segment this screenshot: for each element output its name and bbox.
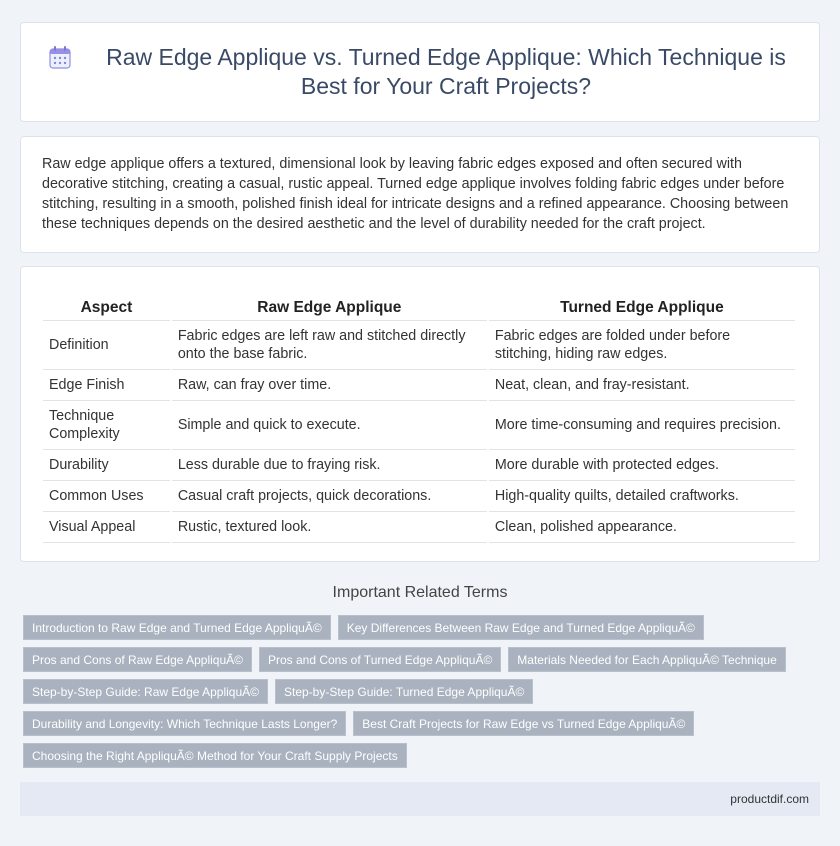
- related-term-link[interactable]: Choosing the Right AppliquÃ© Method for Your Craft Supply Projects: [23, 743, 407, 768]
- row-turned-edge: Neat, clean, and fray-resistant.: [489, 370, 795, 401]
- row-turned-edge: Clean, polished appearance.: [489, 512, 795, 543]
- intro-card: [20, 136, 820, 253]
- table-header-row: [43, 291, 795, 321]
- table-row: [43, 370, 795, 401]
- footer-site-link[interactable]: productdif.com: [730, 792, 809, 806]
- row-raw-edge: Simple and quick to execute.: [172, 401, 487, 450]
- row-raw-edge: Casual craft projects, quick decorations.: [172, 481, 487, 512]
- row-turned-edge: Fabric edges are folded under before stitching, hiding raw edges.: [489, 321, 795, 370]
- related-terms-list: [23, 615, 803, 775]
- related-term-link[interactable]: Introduction to Raw Edge and Turned Edge AppliquÃ©: [23, 615, 331, 640]
- table-row: [43, 512, 795, 543]
- row-turned-edge: More time-consuming and requires precision.: [489, 401, 795, 450]
- row-turned-edge: High-quality quilts, detailed craftworks.: [489, 481, 795, 512]
- table-row: [43, 450, 795, 481]
- row-raw-edge: Fabric edges are left raw and stitched directly onto the base fabric.: [172, 321, 487, 370]
- row-raw-edge: Less durable due to fraying risk.: [172, 450, 487, 481]
- intro-paragraph: Raw edge applique offers a textured, dimensional look by leaving fabric edges exposed and often secured with decorative stitching, creating a casual, rustic appeal. Turned edge applique involves folding fabric edges under before stitching, resulting in a smooth, polished finish ideal for intricate designs and a refined appearance. Choosing between these techniques depends on the desired aesthetic and the level of durability needed for the craft project.: [42, 156, 789, 232]
- comparison-card: [20, 266, 820, 562]
- row-aspect: Technique Complexity: [43, 401, 170, 450]
- title-card: [20, 22, 820, 122]
- row-raw-edge: Raw, can fray over time.: [172, 370, 487, 401]
- calendar-icon: [45, 43, 75, 73]
- comparison-table: [41, 291, 797, 543]
- table-row: [43, 401, 795, 450]
- header-aspect: Aspect: [43, 291, 170, 321]
- header-turned-edge: Turned Edge Applique: [489, 291, 795, 321]
- row-aspect: Definition: [43, 321, 170, 370]
- related-term-link[interactable]: Materials Needed for Each AppliquÃ© Technique: [508, 647, 785, 672]
- related-term-link[interactable]: Pros and Cons of Turned Edge AppliquÃ©: [259, 647, 501, 672]
- related-term-link[interactable]: Step-by-Step Guide: Turned Edge AppliquÃ©: [275, 679, 533, 704]
- related-term-link[interactable]: Pros and Cons of Raw Edge AppliquÃ©: [23, 647, 252, 672]
- row-raw-edge: Rustic, textured look.: [172, 512, 487, 543]
- related-term-link[interactable]: Best Craft Projects for Raw Edge vs Turned Edge AppliquÃ©: [353, 711, 694, 736]
- row-turned-edge: More durable with protected edges.: [489, 450, 795, 481]
- row-aspect: Visual Appeal: [43, 512, 170, 543]
- related-term-link[interactable]: Durability and Longevity: Which Technique Lasts Longer?: [23, 711, 346, 736]
- page-title: Raw Edge Applique vs. Turned Edge Applique: Which Technique is Best for Your Craft Projects?: [106, 44, 786, 99]
- header-raw-edge: Raw Edge Applique: [172, 291, 487, 321]
- row-aspect: Edge Finish: [43, 370, 170, 401]
- table-row: [43, 481, 795, 512]
- row-aspect: Common Uses: [43, 481, 170, 512]
- footer: [20, 782, 820, 816]
- related-term-link[interactable]: Key Differences Between Raw Edge and Turned Edge AppliquÃ©: [338, 615, 704, 640]
- table-row: [43, 321, 795, 370]
- related-terms-heading: Important Related Terms: [332, 584, 508, 601]
- related-term-link[interactable]: Step-by-Step Guide: Raw Edge AppliquÃ©: [23, 679, 268, 704]
- row-aspect: Durability: [43, 450, 170, 481]
